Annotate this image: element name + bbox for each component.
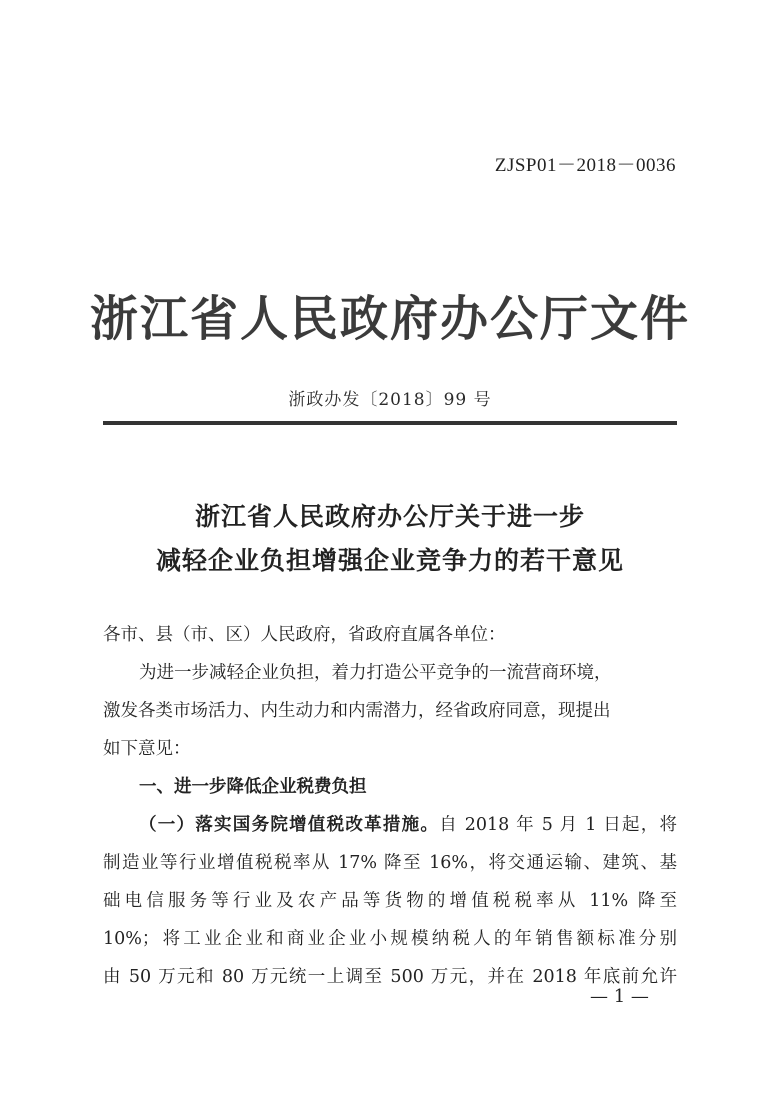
paragraph-line: 础电信服务等行业及农产品等货物的增值税税率从 11% 降至 bbox=[103, 891, 677, 911]
separator-rule bbox=[103, 421, 677, 425]
paragraph-line: 如下意见： bbox=[103, 739, 191, 759]
addressee: 各市、县（市、区）人民政府，省政府直属各单位： bbox=[103, 625, 506, 645]
intro-paragraph bbox=[103, 654, 677, 768]
page-number: — 1 — bbox=[590, 986, 649, 1007]
paragraph-lead: （一）落实国务院增值税改革措施。 bbox=[139, 815, 440, 835]
body-paragraph bbox=[103, 806, 677, 996]
document-number: 浙政办发〔2018〕99 号 bbox=[288, 390, 492, 410]
paragraph-line bbox=[103, 806, 677, 844]
paragraph-line: 10%；将工业企业和商业企业小规模纳税人的年销售额标准分别 bbox=[103, 929, 677, 949]
title-line-2: 减轻企业负担增强企业竞争力的若干意见 bbox=[155, 546, 624, 575]
paragraph-text: 自 2018 年 5 月 1 日起，将 bbox=[439, 815, 678, 835]
title-line-1: 浙江省人民政府办公厅关于进一步 bbox=[194, 502, 585, 531]
paragraph-line: 为进一步减轻企业负担，着力打造公平竞争的一流营商环境， bbox=[139, 663, 612, 683]
document-id: ZJSP01－2018－0036 bbox=[494, 155, 676, 176]
paragraph-line: 激发各类市场活力、内生动力和内需潜力，经省政府同意，现提出 bbox=[103, 701, 611, 721]
section-heading: 一、进一步降低企业税费负担 bbox=[139, 777, 367, 797]
paragraph-line: 制造业等行业增值税税率从 17% 降至 16%，将交通运输、建筑、基 bbox=[103, 853, 677, 873]
paragraph-line: 由 50 万元和 80 万元统一上调至 500 万元，并在 2018 年底前允许 bbox=[103, 967, 677, 987]
masthead: 浙江省人民政府办公厅文件 bbox=[89, 291, 690, 347]
